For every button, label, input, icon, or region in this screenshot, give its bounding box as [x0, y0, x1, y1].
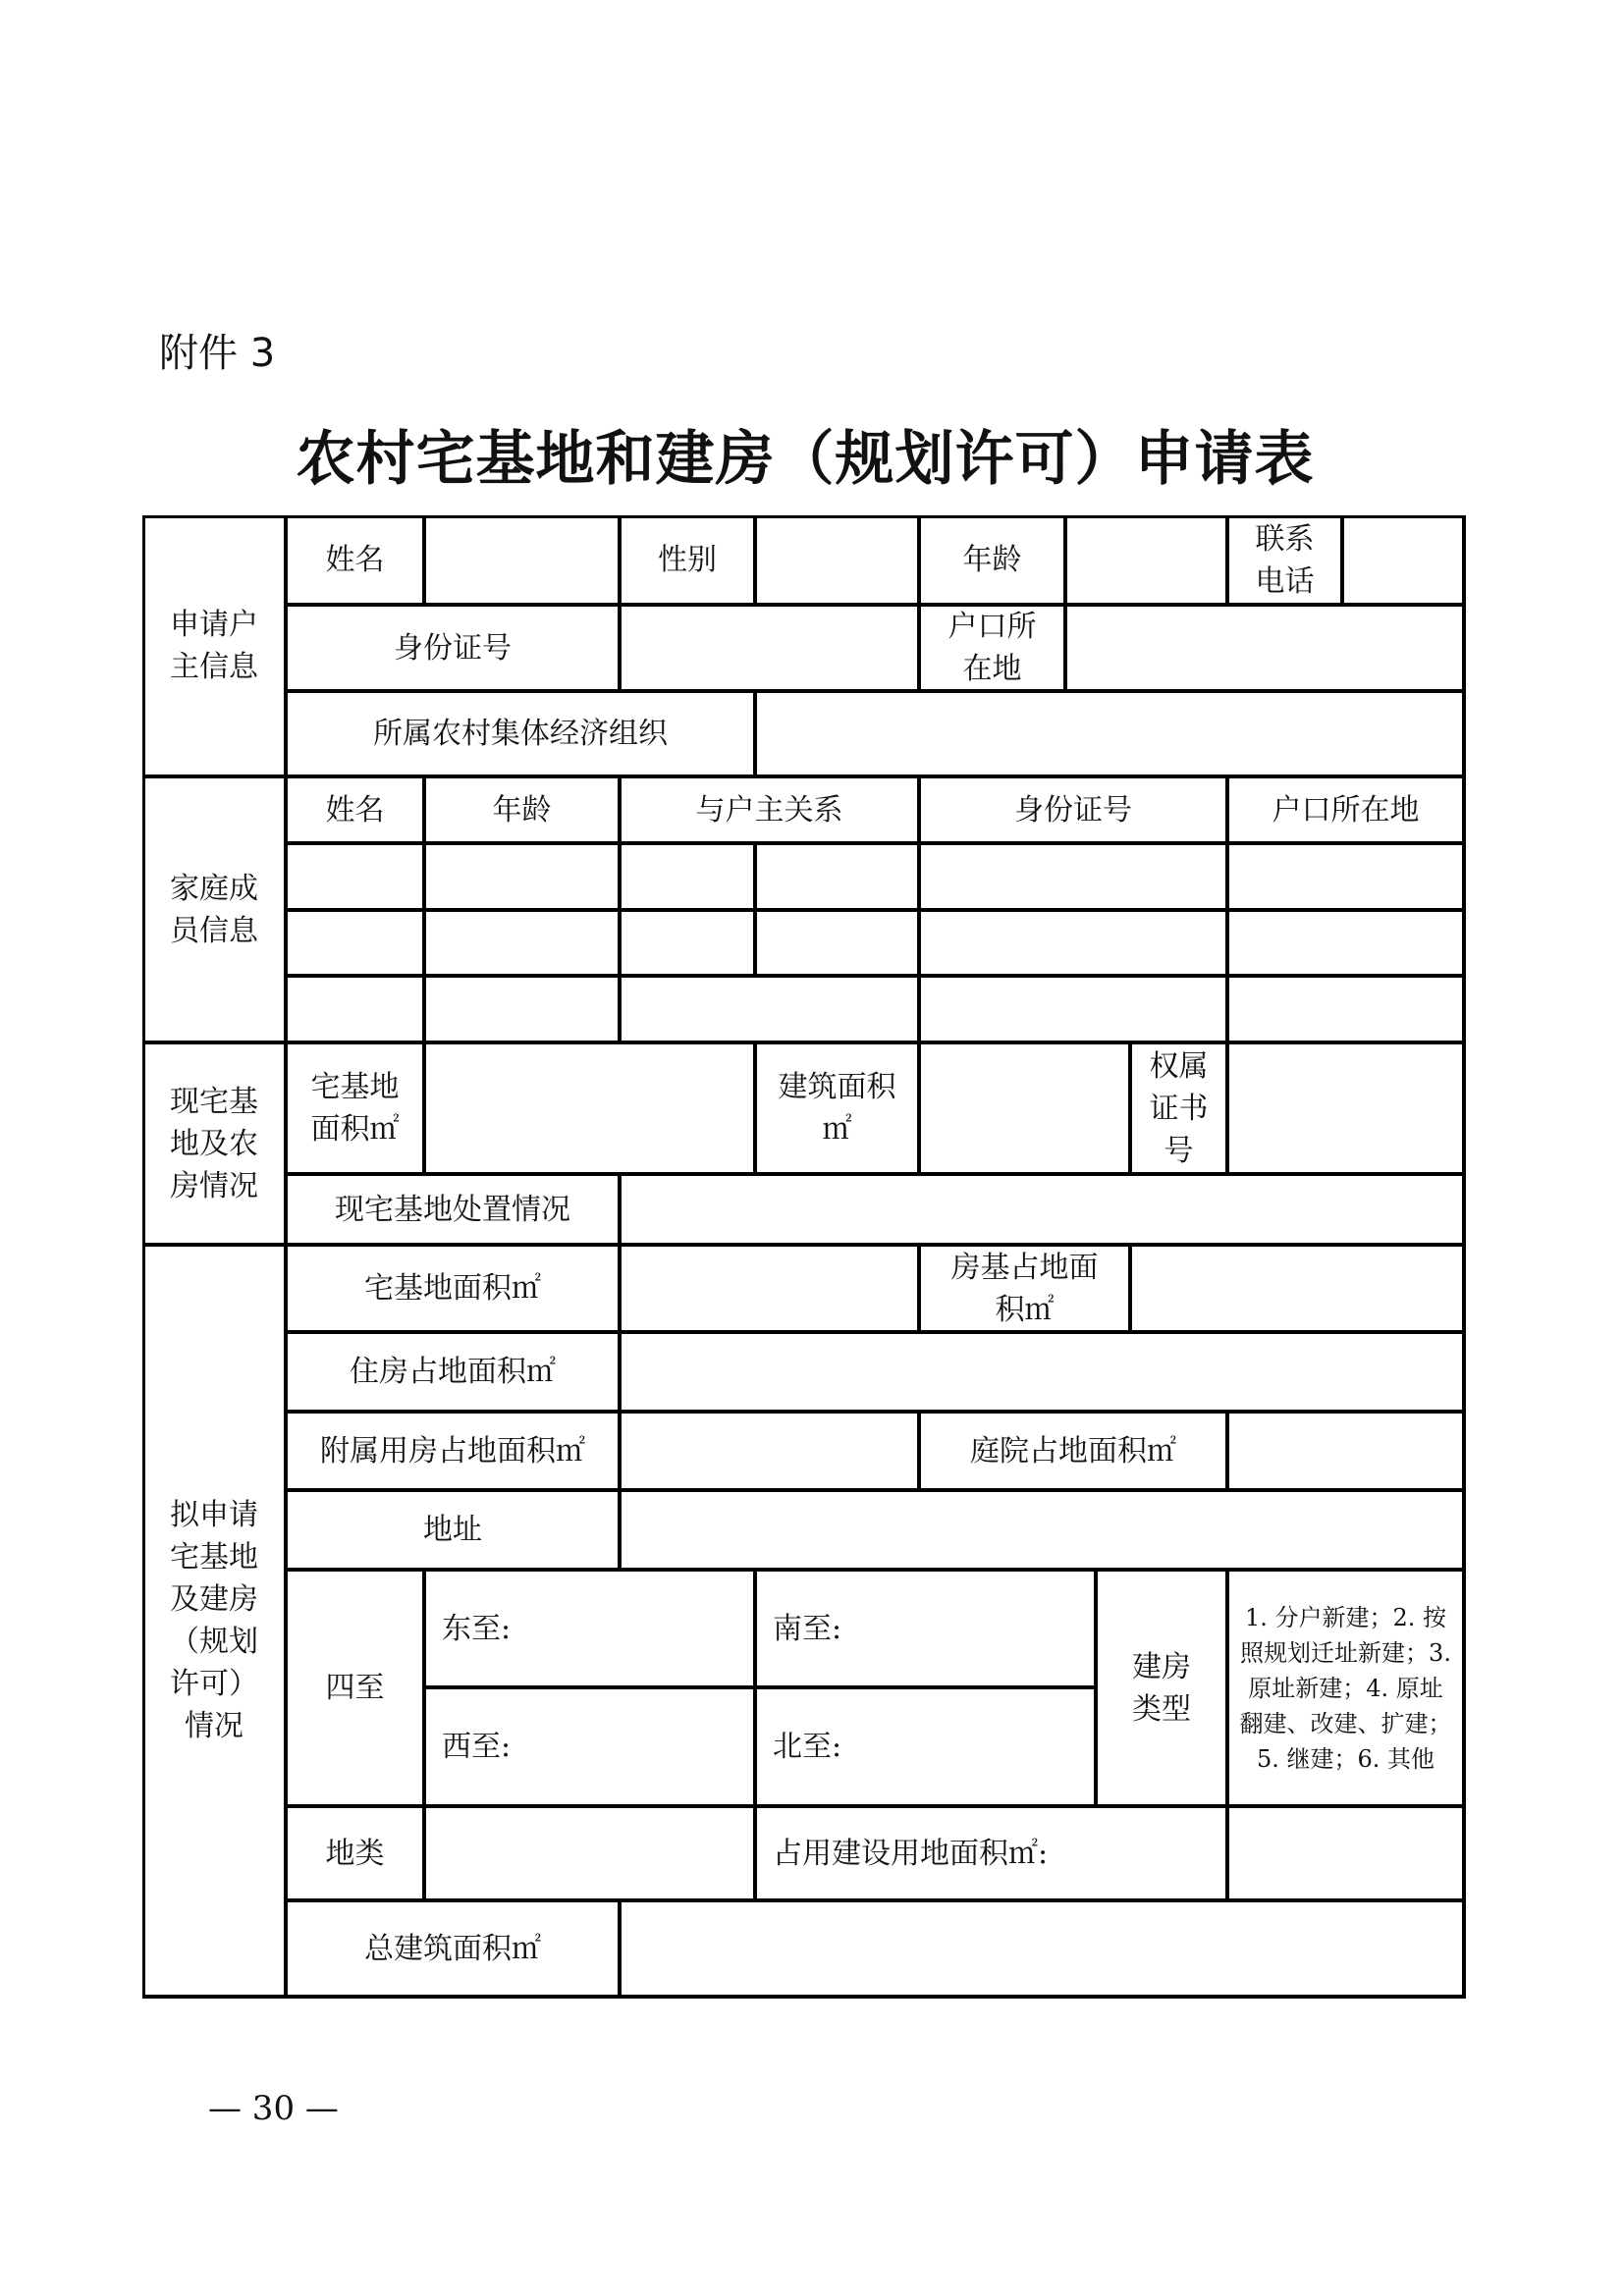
hukou-label-text: 户口所在地 — [947, 610, 1037, 686]
section-label: 家庭成员信息 — [170, 871, 258, 948]
address-label: 地址 — [286, 1490, 620, 1570]
name-label: 姓名 — [286, 515, 424, 605]
label-text: 建筑面积㎡ — [778, 1070, 896, 1147]
table-cell[interactable] — [755, 843, 919, 910]
section-label: 拟申请宅基地及建房（规划许可）情况 — [170, 1498, 258, 1743]
table-cell[interactable] — [424, 843, 620, 910]
label-text: 宅基地面积㎡ — [310, 1070, 400, 1147]
construction-land-field[interactable] — [1227, 1806, 1464, 1900]
boundaries-label: 四至 — [286, 1570, 424, 1806]
east-boundary-field[interactable]: 东至: — [424, 1570, 755, 1687]
section-applicant-label — [142, 515, 286, 776]
attachment-label: 附件 3 — [159, 331, 276, 376]
age-field[interactable] — [1065, 515, 1227, 605]
section-label: 申请户主信息 — [170, 608, 258, 684]
col-header-hukou: 户口所在地 — [1227, 776, 1464, 843]
aux-area-label: 附属用房占地面积㎡ — [286, 1412, 620, 1490]
table-cell[interactable] — [755, 910, 919, 976]
table-cell[interactable] — [286, 910, 424, 976]
page-number: — 30 — — [208, 2089, 339, 2128]
build-type-options[interactable]: 1. 分户新建；2. 按照规划迁址新建；3. 原址新建；4. 原址翻建、改建、扩建；5. 继建；6. 其他 — [1227, 1570, 1464, 1806]
building-area-field[interactable] — [919, 1042, 1130, 1174]
table-cell[interactable] — [1227, 976, 1464, 1042]
label-text: 房基占地面积㎡ — [950, 1250, 1099, 1327]
section-family-label — [142, 776, 286, 1042]
gender-label: 性别 — [620, 515, 755, 605]
table-cell[interactable] — [620, 976, 919, 1042]
disposal-field[interactable] — [620, 1174, 1464, 1245]
total-area-label: 总建筑面积㎡ — [286, 1900, 620, 1997]
building-area-label — [755, 1042, 919, 1174]
name-field[interactable] — [424, 515, 620, 605]
land-type-field[interactable] — [424, 1806, 755, 1900]
table-cell[interactable] — [286, 843, 424, 910]
cert-label — [1130, 1042, 1227, 1174]
yard-area-field[interactable] — [1227, 1412, 1464, 1490]
hukou-field[interactable] — [1065, 605, 1464, 691]
construction-land-label: 占用建设用地面积㎡: — [755, 1806, 1227, 1900]
table-cell[interactable] — [919, 976, 1227, 1042]
total-area-field[interactable] — [620, 1900, 1464, 1997]
org-field[interactable] — [755, 691, 1464, 776]
table-cell[interactable] — [620, 843, 755, 910]
table-cell[interactable] — [424, 910, 620, 976]
land-type-label: 地类 — [286, 1806, 424, 1900]
yard-area-label: 庭院占地面积㎡ — [919, 1412, 1227, 1490]
label-text: 建房类型 — [1132, 1649, 1191, 1727]
phone-label — [1227, 515, 1342, 605]
cert-field[interactable] — [1227, 1042, 1464, 1174]
age-label: 年龄 — [919, 515, 1065, 605]
current-homestead-area-label — [286, 1042, 424, 1174]
col-header-id: 身份证号 — [919, 776, 1227, 843]
aux-area-field[interactable] — [620, 1412, 919, 1490]
table-cell[interactable] — [1227, 910, 1464, 976]
phone-label-text: 联系电话 — [1255, 521, 1315, 599]
disposal-label: 现宅基地处置情况 — [286, 1174, 620, 1245]
foundation-area-label — [919, 1245, 1130, 1332]
org-label: 所属农村集体经济组织 — [286, 691, 755, 776]
table-cell[interactable] — [286, 976, 424, 1042]
foundation-area-field[interactable] — [1130, 1245, 1464, 1332]
south-boundary-field[interactable]: 南至: — [755, 1570, 1096, 1687]
table-cell[interactable] — [1227, 843, 1464, 910]
table-cell[interactable] — [919, 843, 1227, 910]
section-proposed-label — [142, 1245, 286, 1997]
label-text: 权属证书号 — [1149, 1048, 1209, 1168]
address-field[interactable] — [620, 1490, 1464, 1570]
current-homestead-area-field[interactable] — [424, 1042, 755, 1174]
house-area-label: 住房占地面积㎡ — [286, 1332, 620, 1412]
north-boundary-field[interactable]: 北至: — [755, 1687, 1096, 1806]
col-header-age: 年龄 — [424, 776, 620, 843]
id-label: 身份证号 — [286, 605, 620, 691]
page-title: 农村宅基地和建房（规划许可）申请表 — [296, 425, 1315, 494]
table-cell[interactable] — [919, 910, 1227, 976]
col-header-name: 姓名 — [286, 776, 424, 843]
gender-field[interactable] — [755, 515, 919, 605]
table-cell[interactable] — [620, 910, 755, 976]
house-area-field[interactable] — [620, 1332, 1464, 1412]
build-type-label — [1096, 1570, 1227, 1806]
table-cell[interactable] — [424, 976, 620, 1042]
proposed-homestead-area-label: 宅基地面积㎡ — [286, 1245, 620, 1332]
hukou-label — [919, 605, 1065, 691]
id-field[interactable] — [620, 605, 919, 691]
section-label: 现宅基地及农房情况 — [170, 1084, 258, 1203]
proposed-homestead-area-field[interactable] — [620, 1245, 919, 1332]
col-header-relation: 与户主关系 — [620, 776, 919, 843]
west-boundary-field[interactable]: 西至: — [424, 1687, 755, 1806]
section-current-label — [142, 1042, 286, 1245]
phone-field[interactable] — [1342, 515, 1464, 605]
